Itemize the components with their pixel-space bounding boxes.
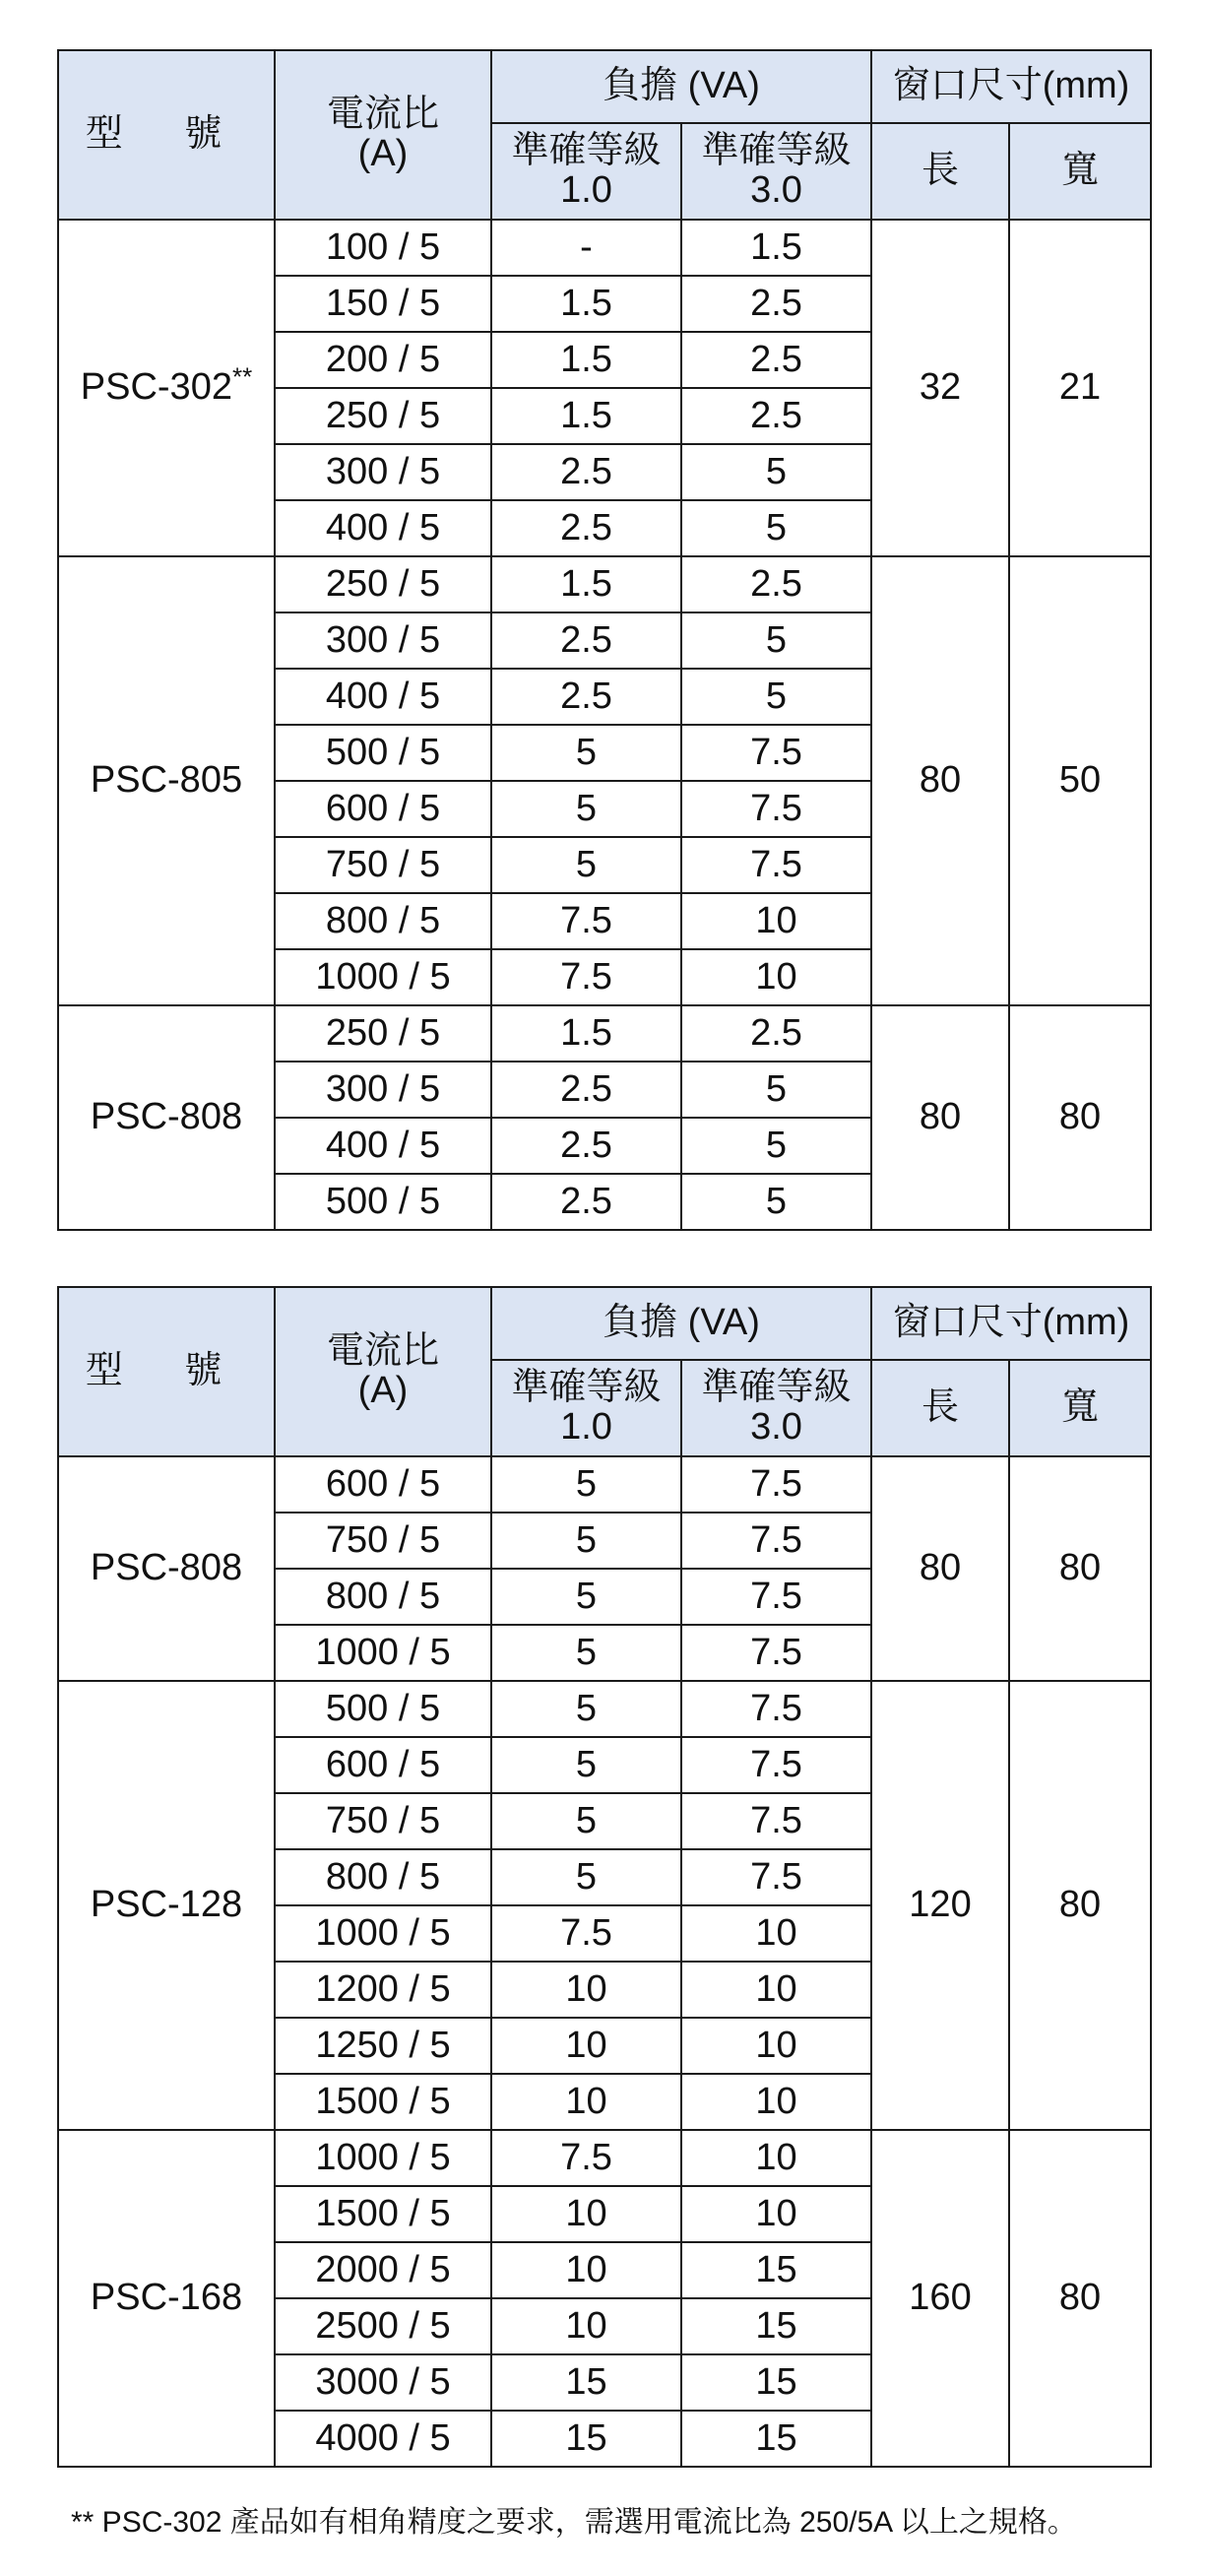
header-width: 寬 (1009, 1360, 1151, 1456)
ratio-cell: 4000 / 5 (275, 2411, 491, 2467)
model-cell (58, 1456, 275, 1681)
ratio-cell: 1000 / 5 (275, 949, 491, 1005)
class-1-burden-cell: 5 (491, 1569, 681, 1625)
class-3-burden-cell: 15 (681, 2298, 871, 2354)
class-3-burden-cell: 7.5 (681, 1737, 871, 1793)
ratio-cell: 3000 / 5 (275, 2354, 491, 2411)
class-1-burden-cell: 7.5 (491, 2130, 681, 2186)
ratio-cell: 300 / 5 (275, 1062, 491, 1118)
header-ratio: 電流比 (A) (275, 1287, 491, 1456)
window-width-cell: 21 (1009, 220, 1151, 556)
window-width-cell: 80 (1009, 1456, 1151, 1681)
ratio-cell: 1000 / 5 (275, 2130, 491, 2186)
ratio-cell: 150 / 5 (275, 276, 491, 332)
class-1-burden-cell: - (491, 220, 681, 276)
ratio-cell: 100 / 5 (275, 220, 491, 276)
class-3-burden-cell: 5 (681, 1062, 871, 1118)
class-1-burden-cell: 2.5 (491, 1118, 681, 1174)
ratio-cell: 600 / 5 (275, 1737, 491, 1793)
ratio-cell: 400 / 5 (275, 1118, 491, 1174)
class-1-burden-cell: 2.5 (491, 1062, 681, 1118)
header-width: 寬 (1009, 123, 1151, 220)
class-3-burden-cell: 2.5 (681, 276, 871, 332)
class-1-burden-cell: 2.5 (491, 612, 681, 669)
class-3-burden-cell: 5 (681, 444, 871, 500)
class-3-burden-cell: 2.5 (681, 556, 871, 612)
window-length-cell: 120 (871, 1681, 1009, 2130)
ratio-cell: 800 / 5 (275, 893, 491, 949)
ratio-cell: 250 / 5 (275, 556, 491, 612)
spec-table-2 (57, 1286, 1152, 2468)
class-1-burden-cell: 7.5 (491, 893, 681, 949)
class-3-burden-cell: 7.5 (681, 1625, 871, 1681)
table-row (58, 220, 1151, 276)
class-3-burden-cell: 10 (681, 2018, 871, 2074)
ratio-cell: 400 / 5 (275, 669, 491, 725)
class-3-burden-cell: 5 (681, 1174, 871, 1230)
class-3-burden-cell: 10 (681, 2074, 871, 2130)
class-3-burden-cell: 10 (681, 893, 871, 949)
class-1-burden-cell: 1.5 (491, 1005, 681, 1062)
class-3-burden-cell: 2.5 (681, 1005, 871, 1062)
ratio-cell: 500 / 5 (275, 1681, 491, 1737)
class-1-burden-cell: 5 (491, 1625, 681, 1681)
ratio-cell: 2500 / 5 (275, 2298, 491, 2354)
class-3-burden-cell: 15 (681, 2411, 871, 2467)
header-class-3: 準確等級 3.0 (681, 123, 871, 220)
header-ratio: 電流比 (A) (275, 50, 491, 220)
class-1-burden-cell: 10 (491, 2242, 681, 2298)
table-body (58, 1456, 1151, 2467)
table-header (58, 50, 1151, 220)
class-3-burden-cell: 5 (681, 669, 871, 725)
table-row (58, 2130, 1151, 2186)
ratio-cell: 800 / 5 (275, 1569, 491, 1625)
class-3-burden-cell: 10 (681, 1962, 871, 2018)
window-length-cell: 80 (871, 1005, 1009, 1230)
header-class-1: 準確等級 1.0 (491, 1360, 681, 1456)
class-3-burden-cell: 7.5 (681, 1569, 871, 1625)
table-row (58, 1456, 1151, 1513)
class-1-burden-cell: 2.5 (491, 669, 681, 725)
ratio-cell: 400 / 5 (275, 500, 491, 556)
class-1-burden-cell: 5 (491, 837, 681, 893)
class-1-burden-cell: 7.5 (491, 1905, 681, 1962)
ratio-cell: 250 / 5 (275, 388, 491, 444)
header-window-size: 窗口尺寸(mm) (871, 50, 1151, 123)
table-header (58, 1287, 1151, 1456)
header-length: 長 (871, 1360, 1009, 1456)
window-width-cell: 80 (1009, 1681, 1151, 2130)
ratio-cell: 1200 / 5 (275, 1962, 491, 2018)
class-1-burden-cell: 15 (491, 2411, 681, 2467)
window-length-cell: 80 (871, 1456, 1009, 1681)
class-1-burden-cell: 2.5 (491, 500, 681, 556)
header-burden: 負擔 (VA) (491, 50, 871, 123)
class-3-burden-cell: 7.5 (681, 1456, 871, 1513)
model-cell (58, 1681, 275, 2130)
ratio-cell: 1500 / 5 (275, 2186, 491, 2242)
class-3-burden-cell: 10 (681, 949, 871, 1005)
class-3-burden-cell: 10 (681, 1905, 871, 1962)
model-name: PSC-302 (80, 366, 232, 409)
class-3-burden-cell: 1.5 (681, 220, 871, 276)
window-length-cell: 160 (871, 2130, 1009, 2467)
model-cell (58, 2130, 275, 2467)
window-length-cell: 80 (871, 556, 1009, 1005)
window-width-cell: 80 (1009, 2130, 1151, 2467)
header-class-1: 準確等級 1.0 (491, 123, 681, 220)
header-model: 型 號 (58, 50, 275, 220)
table-row (58, 1005, 1151, 1062)
model-name: PSC-805 (90, 759, 243, 802)
spec-table-1 (57, 49, 1152, 1231)
class-1-burden-cell: 1.5 (491, 276, 681, 332)
ratio-cell: 1500 / 5 (275, 2074, 491, 2130)
class-3-burden-cell: 7.5 (681, 725, 871, 781)
ratio-cell: 200 / 5 (275, 332, 491, 388)
ratio-cell: 600 / 5 (275, 1456, 491, 1513)
ratio-cell: 1000 / 5 (275, 1905, 491, 1962)
class-1-burden-cell: 5 (491, 1513, 681, 1569)
ratio-cell: 300 / 5 (275, 612, 491, 669)
header-model: 型 號 (58, 1287, 275, 1456)
class-1-burden-cell: 7.5 (491, 949, 681, 1005)
class-3-burden-cell: 5 (681, 612, 871, 669)
header-window-size: 窗口尺寸(mm) (871, 1287, 1151, 1360)
model-cell (58, 1005, 275, 1230)
header-length: 長 (871, 123, 1009, 220)
model-name: PSC-168 (90, 2277, 243, 2319)
class-1-burden-cell: 10 (491, 2018, 681, 2074)
class-1-burden-cell: 10 (491, 1962, 681, 2018)
window-length-cell: 32 (871, 220, 1009, 556)
class-1-burden-cell: 5 (491, 725, 681, 781)
class-3-burden-cell: 2.5 (681, 388, 871, 444)
class-3-burden-cell: 7.5 (681, 1849, 871, 1905)
class-1-burden-cell: 5 (491, 1456, 681, 1513)
ratio-cell: 2000 / 5 (275, 2242, 491, 2298)
class-3-burden-cell: 7.5 (681, 781, 871, 837)
ratio-cell: 600 / 5 (275, 781, 491, 837)
class-1-burden-cell: 10 (491, 2186, 681, 2242)
ratio-cell: 500 / 5 (275, 725, 491, 781)
class-1-burden-cell: 2.5 (491, 444, 681, 500)
ratio-cell: 800 / 5 (275, 1849, 491, 1905)
model-name: PSC-808 (90, 1547, 243, 1589)
class-1-burden-cell: 5 (491, 781, 681, 837)
model-cell (58, 220, 275, 556)
window-width-cell: 50 (1009, 556, 1151, 1005)
class-3-burden-cell: 7.5 (681, 1793, 871, 1849)
ratio-cell: 1000 / 5 (275, 1625, 491, 1681)
model-cell (58, 556, 275, 1005)
class-3-burden-cell: 5 (681, 500, 871, 556)
table-row (58, 556, 1151, 612)
header-class-3: 準確等級 3.0 (681, 1360, 871, 1456)
footnote: ** PSC-302 產品如有相角精度之要求，需選用電流比為 250/5A 以上之規格。 (71, 2506, 1077, 2539)
header-burden: 負擔 (VA) (491, 1287, 871, 1360)
class-1-burden-cell: 10 (491, 2074, 681, 2130)
ratio-cell: 750 / 5 (275, 1793, 491, 1849)
class-1-burden-cell: 5 (491, 1849, 681, 1905)
class-3-burden-cell: 10 (681, 2186, 871, 2242)
table-row (58, 1681, 1151, 1737)
class-1-burden-cell: 1.5 (491, 332, 681, 388)
class-1-burden-cell: 2.5 (491, 1174, 681, 1230)
class-3-burden-cell: 15 (681, 2354, 871, 2411)
model-name: PSC-808 (90, 1096, 243, 1138)
model-name: PSC-128 (90, 1884, 243, 1926)
class-3-burden-cell: 5 (681, 1118, 871, 1174)
ratio-cell: 500 / 5 (275, 1174, 491, 1230)
footnote-mark: ** (231, 361, 253, 392)
class-1-burden-cell: 5 (491, 1793, 681, 1849)
ratio-cell: 250 / 5 (275, 1005, 491, 1062)
class-1-burden-cell: 10 (491, 2298, 681, 2354)
class-3-burden-cell: 7.5 (681, 837, 871, 893)
class-3-burden-cell: 10 (681, 2130, 871, 2186)
class-3-burden-cell: 7.5 (681, 1681, 871, 1737)
ratio-cell: 750 / 5 (275, 837, 491, 893)
table-body (58, 220, 1151, 1230)
class-1-burden-cell: 15 (491, 2354, 681, 2411)
class-3-burden-cell: 2.5 (681, 332, 871, 388)
window-width-cell: 80 (1009, 1005, 1151, 1230)
class-1-burden-cell: 5 (491, 1737, 681, 1793)
ratio-cell: 750 / 5 (275, 1513, 491, 1569)
ratio-cell: 300 / 5 (275, 444, 491, 500)
ratio-cell: 1250 / 5 (275, 2018, 491, 2074)
class-1-burden-cell: 1.5 (491, 388, 681, 444)
class-3-burden-cell: 15 (681, 2242, 871, 2298)
class-3-burden-cell: 7.5 (681, 1513, 871, 1569)
class-1-burden-cell: 5 (491, 1681, 681, 1737)
class-1-burden-cell: 1.5 (491, 556, 681, 612)
